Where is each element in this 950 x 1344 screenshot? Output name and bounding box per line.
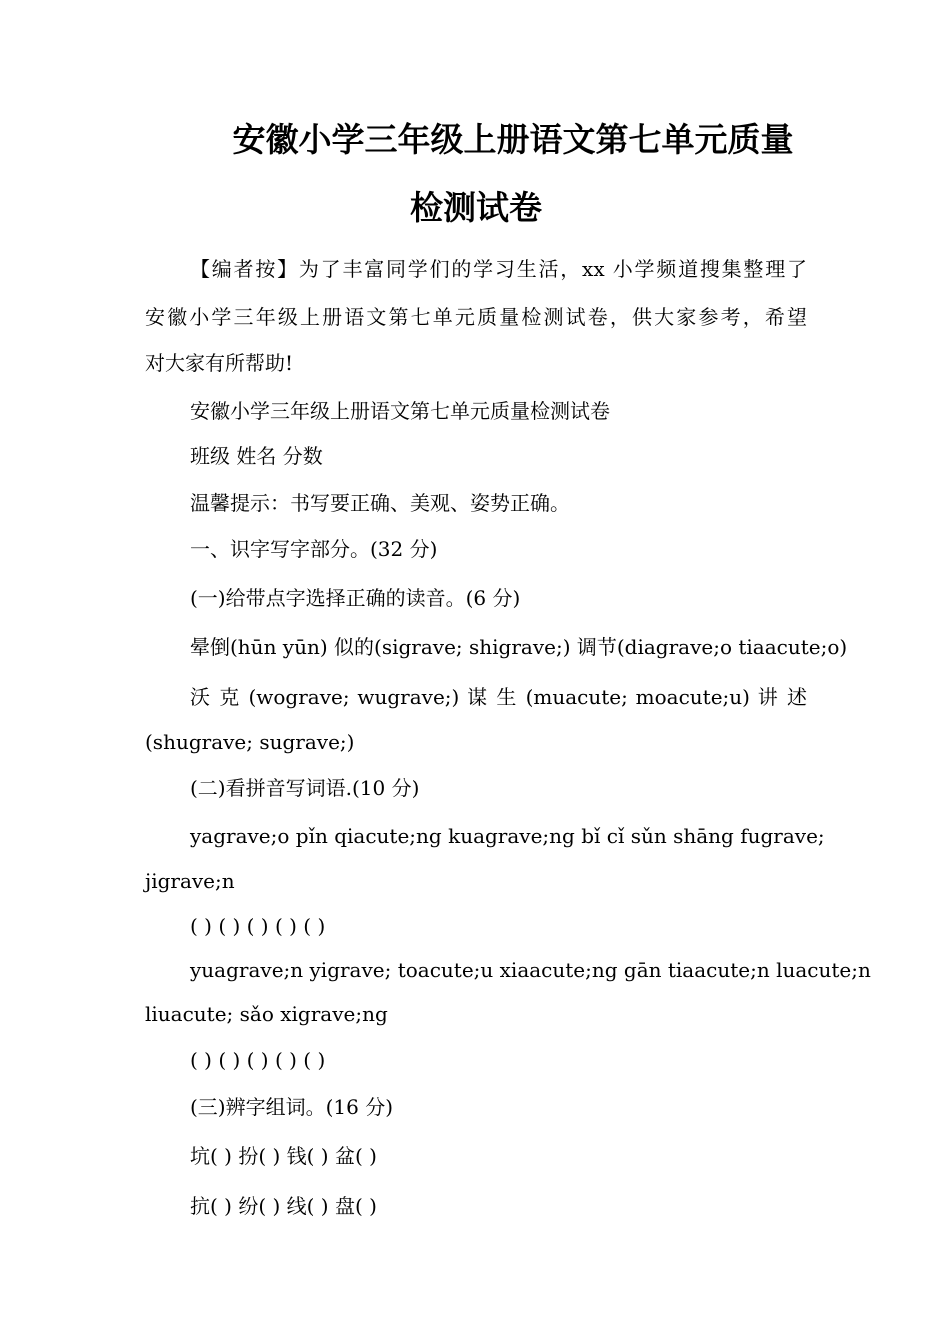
warm-tip: 温馨提示：书写要正确、美观、姿势正确。	[190, 491, 570, 515]
part-2-pinyin-2: yuagrave;n yigrave; toacute;u xiaacute;ng gān tiaacute;n luacute;n	[190, 958, 871, 982]
intro-line-1: 【编者按】为了丰富同学们的学习生活，xx 小学频道搜集整理了	[190, 257, 807, 281]
class-info: 班级 姓名 分数	[190, 444, 323, 468]
part-3-row-2: 抗( ) 纷( ) 线( ) 盘( )	[190, 1194, 377, 1218]
part-1-row-2-continued: (shugrave; sugrave;)	[145, 730, 355, 754]
part-3-heading: (三)辨字组词。(16 分)	[190, 1095, 394, 1119]
intro-line-2: 安徽小学三年级上册语文第七单元质量检测试卷，供大家参考，希望	[145, 305, 807, 329]
exam-subtitle: 安徽小学三年级上册语文第七单元质量检测试卷	[190, 399, 610, 423]
part-2-pinyin-1-continued: jigrave;n	[145, 869, 235, 893]
part-2-pinyin-1: yagrave;o pǐn qiacute;ng kuagrave;ng bǐ cǐ sǔn shāng fugrave;	[190, 824, 825, 848]
document-title-line-2: 检测试卷	[410, 188, 542, 227]
document-title-line-1: 安徽小学三年级上册语文第七单元质量	[232, 120, 794, 159]
part-2-blanks-2: ( ) ( ) ( ) ( ) ( )	[190, 1048, 326, 1072]
intro-line-3: 对大家有所帮助!	[145, 351, 294, 375]
part-1-heading: (一)给带点字选择正确的读音。(6 分)	[190, 586, 521, 610]
part-2-heading: (二)看拼音写词语.(10 分)	[190, 776, 420, 800]
part-2-pinyin-2-continued: liuacute; sǎo xigrave;ng	[145, 1002, 388, 1026]
section-1-heading: 一、识字写字部分。(32 分)	[190, 537, 438, 561]
part-2-blanks-1: ( ) ( ) ( ) ( ) ( )	[190, 914, 326, 938]
part-1-row-1: 晕倒(hūn yūn) 似的(sigrave; shigrave;) 调节(diagrave;o tiaacute;o)	[190, 635, 848, 659]
part-1-row-2: 沃 克 (wograve; wugrave;) 谋 生 (muacute; moacute;u) 讲 述	[190, 685, 807, 709]
part-3-row-1: 坑( ) 扮( ) 钱( ) 盆( )	[190, 1144, 377, 1168]
